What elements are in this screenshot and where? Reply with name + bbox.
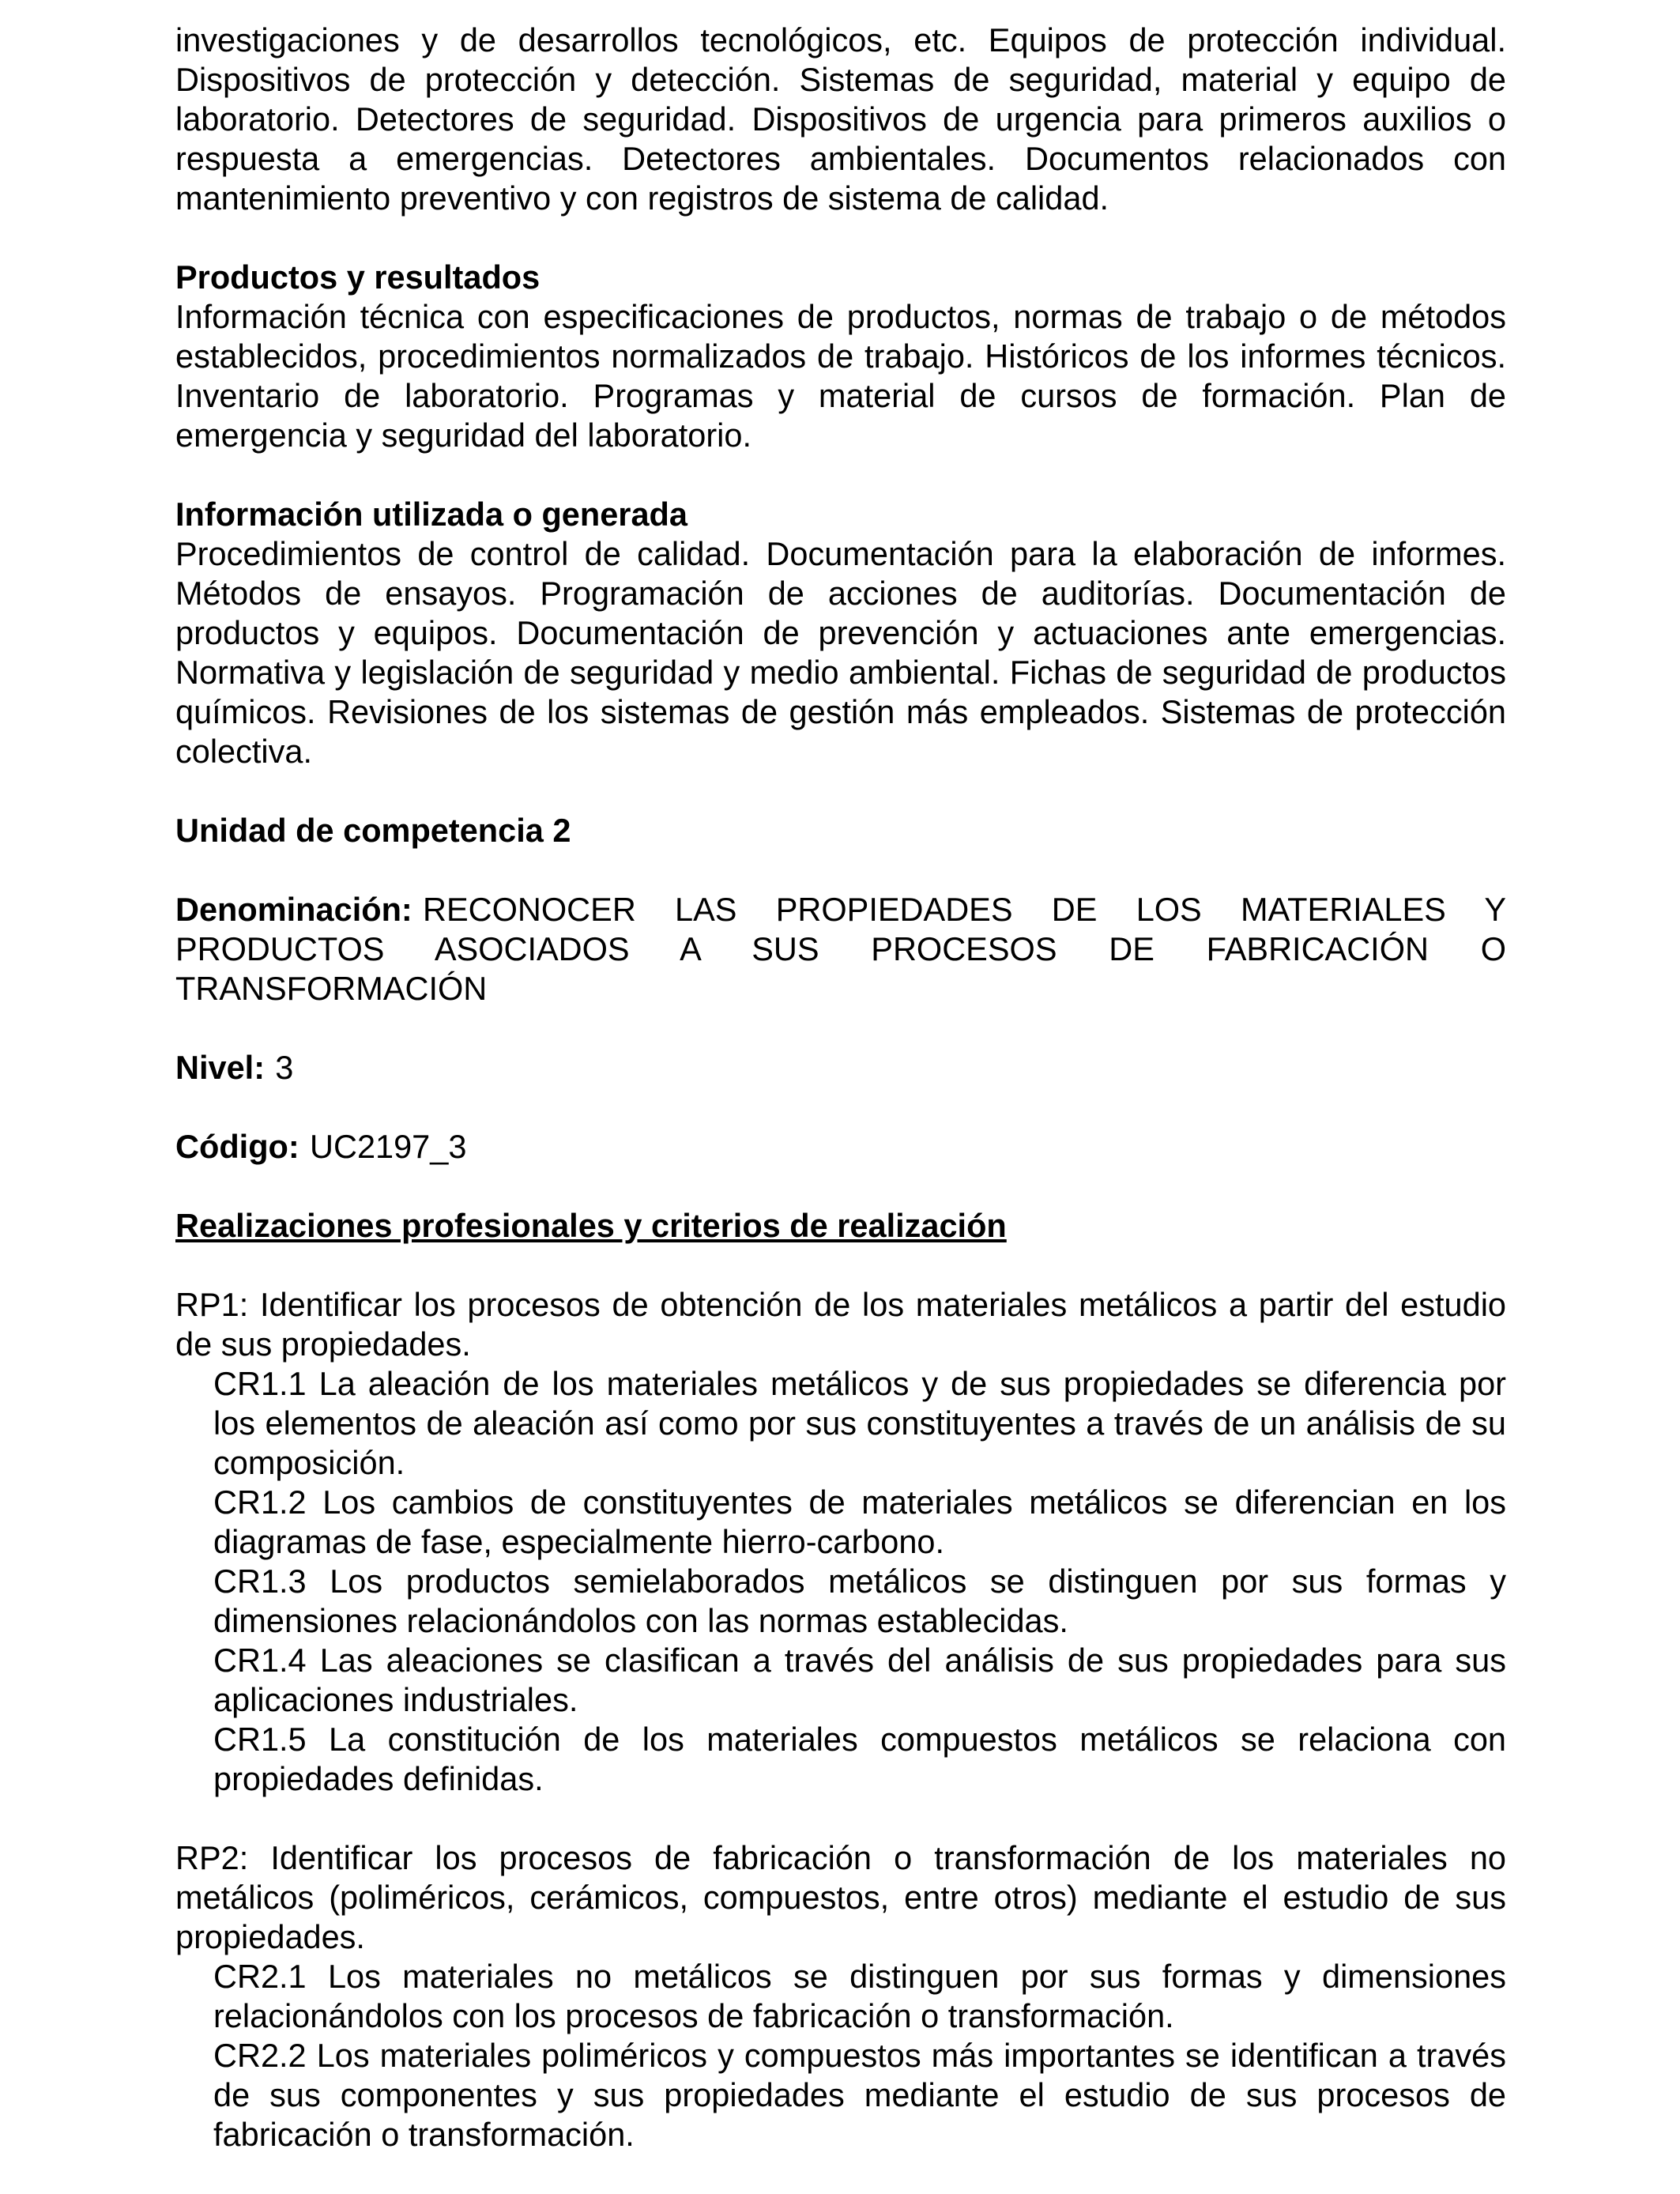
rp1-intro: RP1: Identificar los procesos de obtención de los materiales metálicos a partir del estudio de sus propiedades. bbox=[175, 1286, 1506, 1363]
denominacion-label: Denominación: bbox=[175, 891, 412, 928]
field-codigo bbox=[175, 1127, 1506, 1167]
codigo-value: UC2197_3 bbox=[310, 1128, 467, 1165]
nivel-label: Nivel: bbox=[175, 1049, 266, 1086]
rp1-block bbox=[175, 1285, 1506, 1799]
rp2-criterion-2: CR2.2 Los materiales poliméricos y compuestos más importantes se identifican a través de sus componentes y sus propiedades mediante el estudio de sus procesos de fabricación o transformación. bbox=[213, 2037, 1506, 2153]
rp1-criterion-4: CR1.4 Las aleaciones se clasifican a través del análisis de sus propiedades para sus aplicaciones industriales. bbox=[213, 1642, 1506, 1718]
heading-informacion-utilizada: Información utilizada o generada bbox=[175, 496, 687, 533]
field-nivel bbox=[175, 1048, 1506, 1088]
heading-realizaciones-profesionales: Realizaciones profesionales y criterios de realización bbox=[175, 1207, 1007, 1244]
rp1-criterion-5: CR1.5 La constitución de los materiales compuestos metálicos se relaciona con propiedades definidas. bbox=[213, 1721, 1506, 1797]
paragraph-informacion: Procedimientos de control de calidad. Documentación para la elaboración de informes. Métodos de ensayos. Programación de acciones de auditorías. Documentación de productos y equipos. Documentación de prevención y actuaciones ante emergencias. Normativa y legislación de seguridad y medio ambiental. Fichas de seguridad de productos químicos. Revisiones de los sistemas de gestión más empleados. Sistemas de protección colectiva. bbox=[175, 535, 1506, 770]
paragraph-productos: Información técnica con especificaciones de productos, normas de trabajo o de métodos establecidos, procedimientos normalizados de trabajo. Históricos de los informes técnicos. Inventario de laboratorio. Programas y material de cursos de formación. Plan de emergencia y seguridad del laboratorio. bbox=[175, 298, 1506, 454]
rp2-criterion-1: CR2.1 Los materiales no metálicos se distinguen por sus formas y dimensiones relacionándolos con los procesos de fabricación o transformación. bbox=[213, 1958, 1506, 2034]
rp2-block bbox=[175, 1838, 1506, 2154]
rp2-intro: RP2: Identificar los procesos de fabricación o transformación de los materiales no metálicos (poliméricos, cerámicos, compuestos, entre otros) mediante el estudio de sus propiedades. bbox=[175, 1839, 1506, 1955]
heading-productos-y-resultados: Productos y resultados bbox=[175, 258, 541, 296]
rp1-criterion-2: CR1.2 Los cambios de constituyentes de materiales metálicos se diferencian en los diagramas de fase, especialmente hierro-carbono. bbox=[213, 1483, 1506, 1560]
rp1-criterion-1: CR1.1 La aleación de los materiales metálicos y de sus propiedades se diferencia por los elementos de aleación así como por sus constituyentes a través de un análisis de su composición. bbox=[213, 1365, 1506, 1481]
nivel-value: 3 bbox=[275, 1049, 294, 1086]
paragraph-continuation: investigaciones y de desarrollos tecnológicos, etc. Equipos de protección individual. Dispositivos de protección y detección. Sistemas de seguridad, material y equipo de laboratorio. Detectores de seguridad. Dispositivos de urgencia para primeros auxilios o respuesta a emergencias. Detectores ambientales. Documentos relacionados con mantenimiento preventivo y con registros de sistema de calidad. bbox=[175, 21, 1506, 217]
section-productos-y-resultados bbox=[175, 258, 1506, 455]
heading-unidad-competencia-2: Unidad de competencia 2 bbox=[175, 812, 571, 849]
denominacion-value: RECONOCER LAS PROPIEDADES DE LOS MATERIALES Y PRODUCTOS ASOCIADOS A SUS PROCESOS DE FABRICACIÓN O TRANSFORMACIÓN bbox=[175, 891, 1506, 1007]
codigo-label: Código: bbox=[175, 1128, 299, 1165]
field-denominacion bbox=[175, 890, 1506, 1008]
rp1-criterion-3: CR1.3 Los productos semielaborados metálicos se distinguen por sus formas y dimensiones relacionándolos con las normas establecidas. bbox=[213, 1563, 1506, 1639]
section-informacion-utilizada bbox=[175, 495, 1506, 771]
